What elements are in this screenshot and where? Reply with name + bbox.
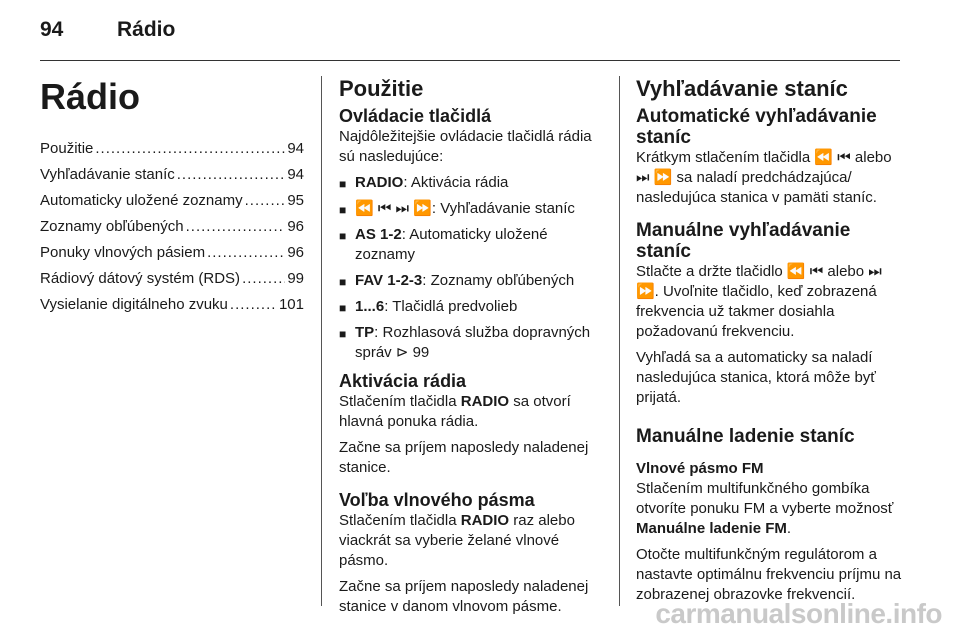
list-item bbox=[339, 225, 605, 265]
toc-item[interactable] bbox=[40, 191, 304, 211]
subheading-manual-tuning: Manuálne ladenie staníc bbox=[636, 426, 855, 447]
list-item bbox=[339, 323, 605, 363]
control-desc: : Zoznamy obľúbených bbox=[422, 272, 575, 289]
bullet-square-icon: ■ bbox=[339, 327, 347, 341]
header-rule bbox=[40, 60, 900, 61]
table-of-contents bbox=[40, 139, 304, 315]
list-item bbox=[339, 199, 605, 219]
subheading-activation: Aktivácia rádia bbox=[339, 371, 467, 391]
toc-label: Automaticky uložené zoznamy bbox=[40, 192, 243, 209]
toc-item[interactable] bbox=[40, 243, 304, 263]
toc-page: 96 bbox=[287, 218, 304, 235]
subheading-fm-band: Vlnové pásmo FM bbox=[636, 460, 764, 477]
manual-search-paragraph: Stlačte a držte tlačidlo ⏪ ⏮ alebo ⏭ ⏩. Uvoľnite tlačidlo, keď zobrazená frekvencia už takmer dosiahla požadovanú frekvenciu. bbox=[636, 263, 882, 340]
control-key: TP bbox=[355, 324, 375, 341]
subheading-auto-search: Automatické vyhľadávanie staníc bbox=[636, 106, 877, 148]
toc-leader bbox=[207, 243, 285, 263]
band-paragraph-2: Začne sa príjem naposledy naladenej stanice v danom vlnovom pásme. bbox=[339, 578, 589, 615]
column-divider-right bbox=[619, 76, 620, 606]
toc-page: 99 bbox=[287, 270, 304, 287]
page-header bbox=[40, 18, 900, 48]
band-paragraph: Stlačením tlačidla RADIO raz alebo viackrát sa vyberie želané vlnové pásmo. bbox=[339, 512, 575, 569]
toc-leader bbox=[245, 191, 286, 211]
toc-label: Použitie bbox=[40, 140, 94, 157]
list-item bbox=[339, 271, 605, 291]
radio-key: RADIO bbox=[460, 393, 510, 410]
controls-intro: Najdôležitejšie ovládacie tlačidlá rádia sú nasledujúce: bbox=[339, 128, 592, 165]
toc-leader bbox=[186, 217, 286, 237]
toc-leader bbox=[230, 295, 277, 315]
toc-page: 94 bbox=[287, 166, 304, 183]
subheading-controls: Ovládacie tlačidlá bbox=[339, 106, 492, 126]
seek-buttons-icons: ⏪ ⏮ ⏭ ⏩ bbox=[355, 200, 432, 217]
toc-item[interactable] bbox=[40, 165, 304, 185]
middle-column bbox=[339, 72, 605, 623]
control-desc: : Automaticky uložené zoznamy bbox=[355, 226, 548, 263]
page-number: 94 bbox=[40, 18, 64, 41]
control-key: 1...6 bbox=[355, 298, 385, 315]
bullet-square-icon: ■ bbox=[339, 275, 347, 289]
subheading-manual-search: Manuálne vyhľadávanie staníc bbox=[636, 220, 851, 262]
section-heading-search: Vyhľadávanie staníc bbox=[636, 76, 848, 101]
toc-item[interactable] bbox=[40, 269, 304, 289]
toc-page: 101 bbox=[278, 296, 304, 313]
running-title: Rádio bbox=[117, 18, 176, 41]
control-desc: : Tlačidlá predvolieb bbox=[384, 298, 518, 315]
bullet-square-icon: ■ bbox=[339, 177, 347, 191]
subheading-band: Voľba vlnového pásma bbox=[339, 490, 535, 510]
left-column bbox=[40, 72, 304, 321]
toc-page: 95 bbox=[287, 192, 304, 209]
chapter-title: Rádio bbox=[40, 76, 141, 117]
activation-paragraph-2: Začne sa príjem naposledy naladenej stanice. bbox=[339, 439, 589, 476]
activation-paragraph: Stlačením tlačidla RADIO sa otvorí hlavná ponuka rádia. bbox=[339, 393, 571, 430]
toc-label: Zoznamy obľúbených bbox=[40, 218, 184, 235]
toc-page: 96 bbox=[287, 244, 304, 261]
control-key: FAV 1-2-3 bbox=[355, 272, 423, 289]
menu-option: Manuálne ladenie FM bbox=[636, 520, 787, 537]
bullet-square-icon: ■ bbox=[339, 301, 347, 315]
toc-label: Rádiový dátový systém (RDS) bbox=[40, 270, 241, 287]
list-item bbox=[339, 173, 605, 193]
column-divider-left bbox=[321, 76, 322, 606]
control-desc: : Aktivácia rádia bbox=[403, 174, 509, 191]
control-key: AS 1-2 bbox=[355, 226, 402, 243]
toc-label: Vysielanie digitálneho zvuku bbox=[40, 296, 228, 313]
toc-item[interactable] bbox=[40, 295, 304, 315]
control-desc: : Rozhlasová služba dopravných správ ⊳ 99 bbox=[355, 324, 591, 361]
toc-item[interactable] bbox=[40, 139, 304, 159]
right-column bbox=[636, 72, 908, 611]
toc-item[interactable] bbox=[40, 217, 304, 237]
bullet-square-icon: ■ bbox=[339, 203, 347, 217]
toc-leader bbox=[242, 269, 285, 289]
auto-search-paragraph: Krátkym stlačením tlačidla ⏪ ⏮ alebo ⏭ ⏩ sa naladí predchádzajúca/ nasledujúca stanica v pamäti staníc. bbox=[636, 149, 892, 206]
controls-list bbox=[339, 173, 605, 363]
list-item bbox=[339, 297, 605, 317]
toc-page: 94 bbox=[287, 140, 304, 157]
manual-tuning-paragraph-2: Otočte multifunkčným regulátorom a nastavte optimálnu frekvenciu príjmu na zobrazenej obrazovke frekvencií. bbox=[636, 546, 902, 603]
manual-search-paragraph-2: Vyhľadá sa a automaticky sa naladí nasledujúca stanica, ktorá môže byť prijatá. bbox=[636, 349, 876, 406]
control-desc: : Vyhľadávanie staníc bbox=[431, 200, 575, 217]
toc-leader bbox=[177, 165, 286, 185]
watermark: carmanualsonline.info bbox=[655, 598, 942, 629]
bullet-square-icon: ■ bbox=[339, 229, 347, 243]
manual-tuning-paragraph: Stlačením multifunkčného gombíka otvoríte ponuku FM a vyberte možnosť Manuálne ladenie FM. bbox=[636, 480, 894, 537]
control-key: RADIO bbox=[355, 174, 404, 191]
section-heading-usage: Použitie bbox=[339, 76, 424, 101]
toc-label: Vyhľadávanie staníc bbox=[40, 166, 175, 183]
radio-key: RADIO bbox=[460, 512, 510, 529]
toc-leader bbox=[95, 139, 285, 159]
toc-label: Ponuky vlnových pásiem bbox=[40, 244, 206, 261]
